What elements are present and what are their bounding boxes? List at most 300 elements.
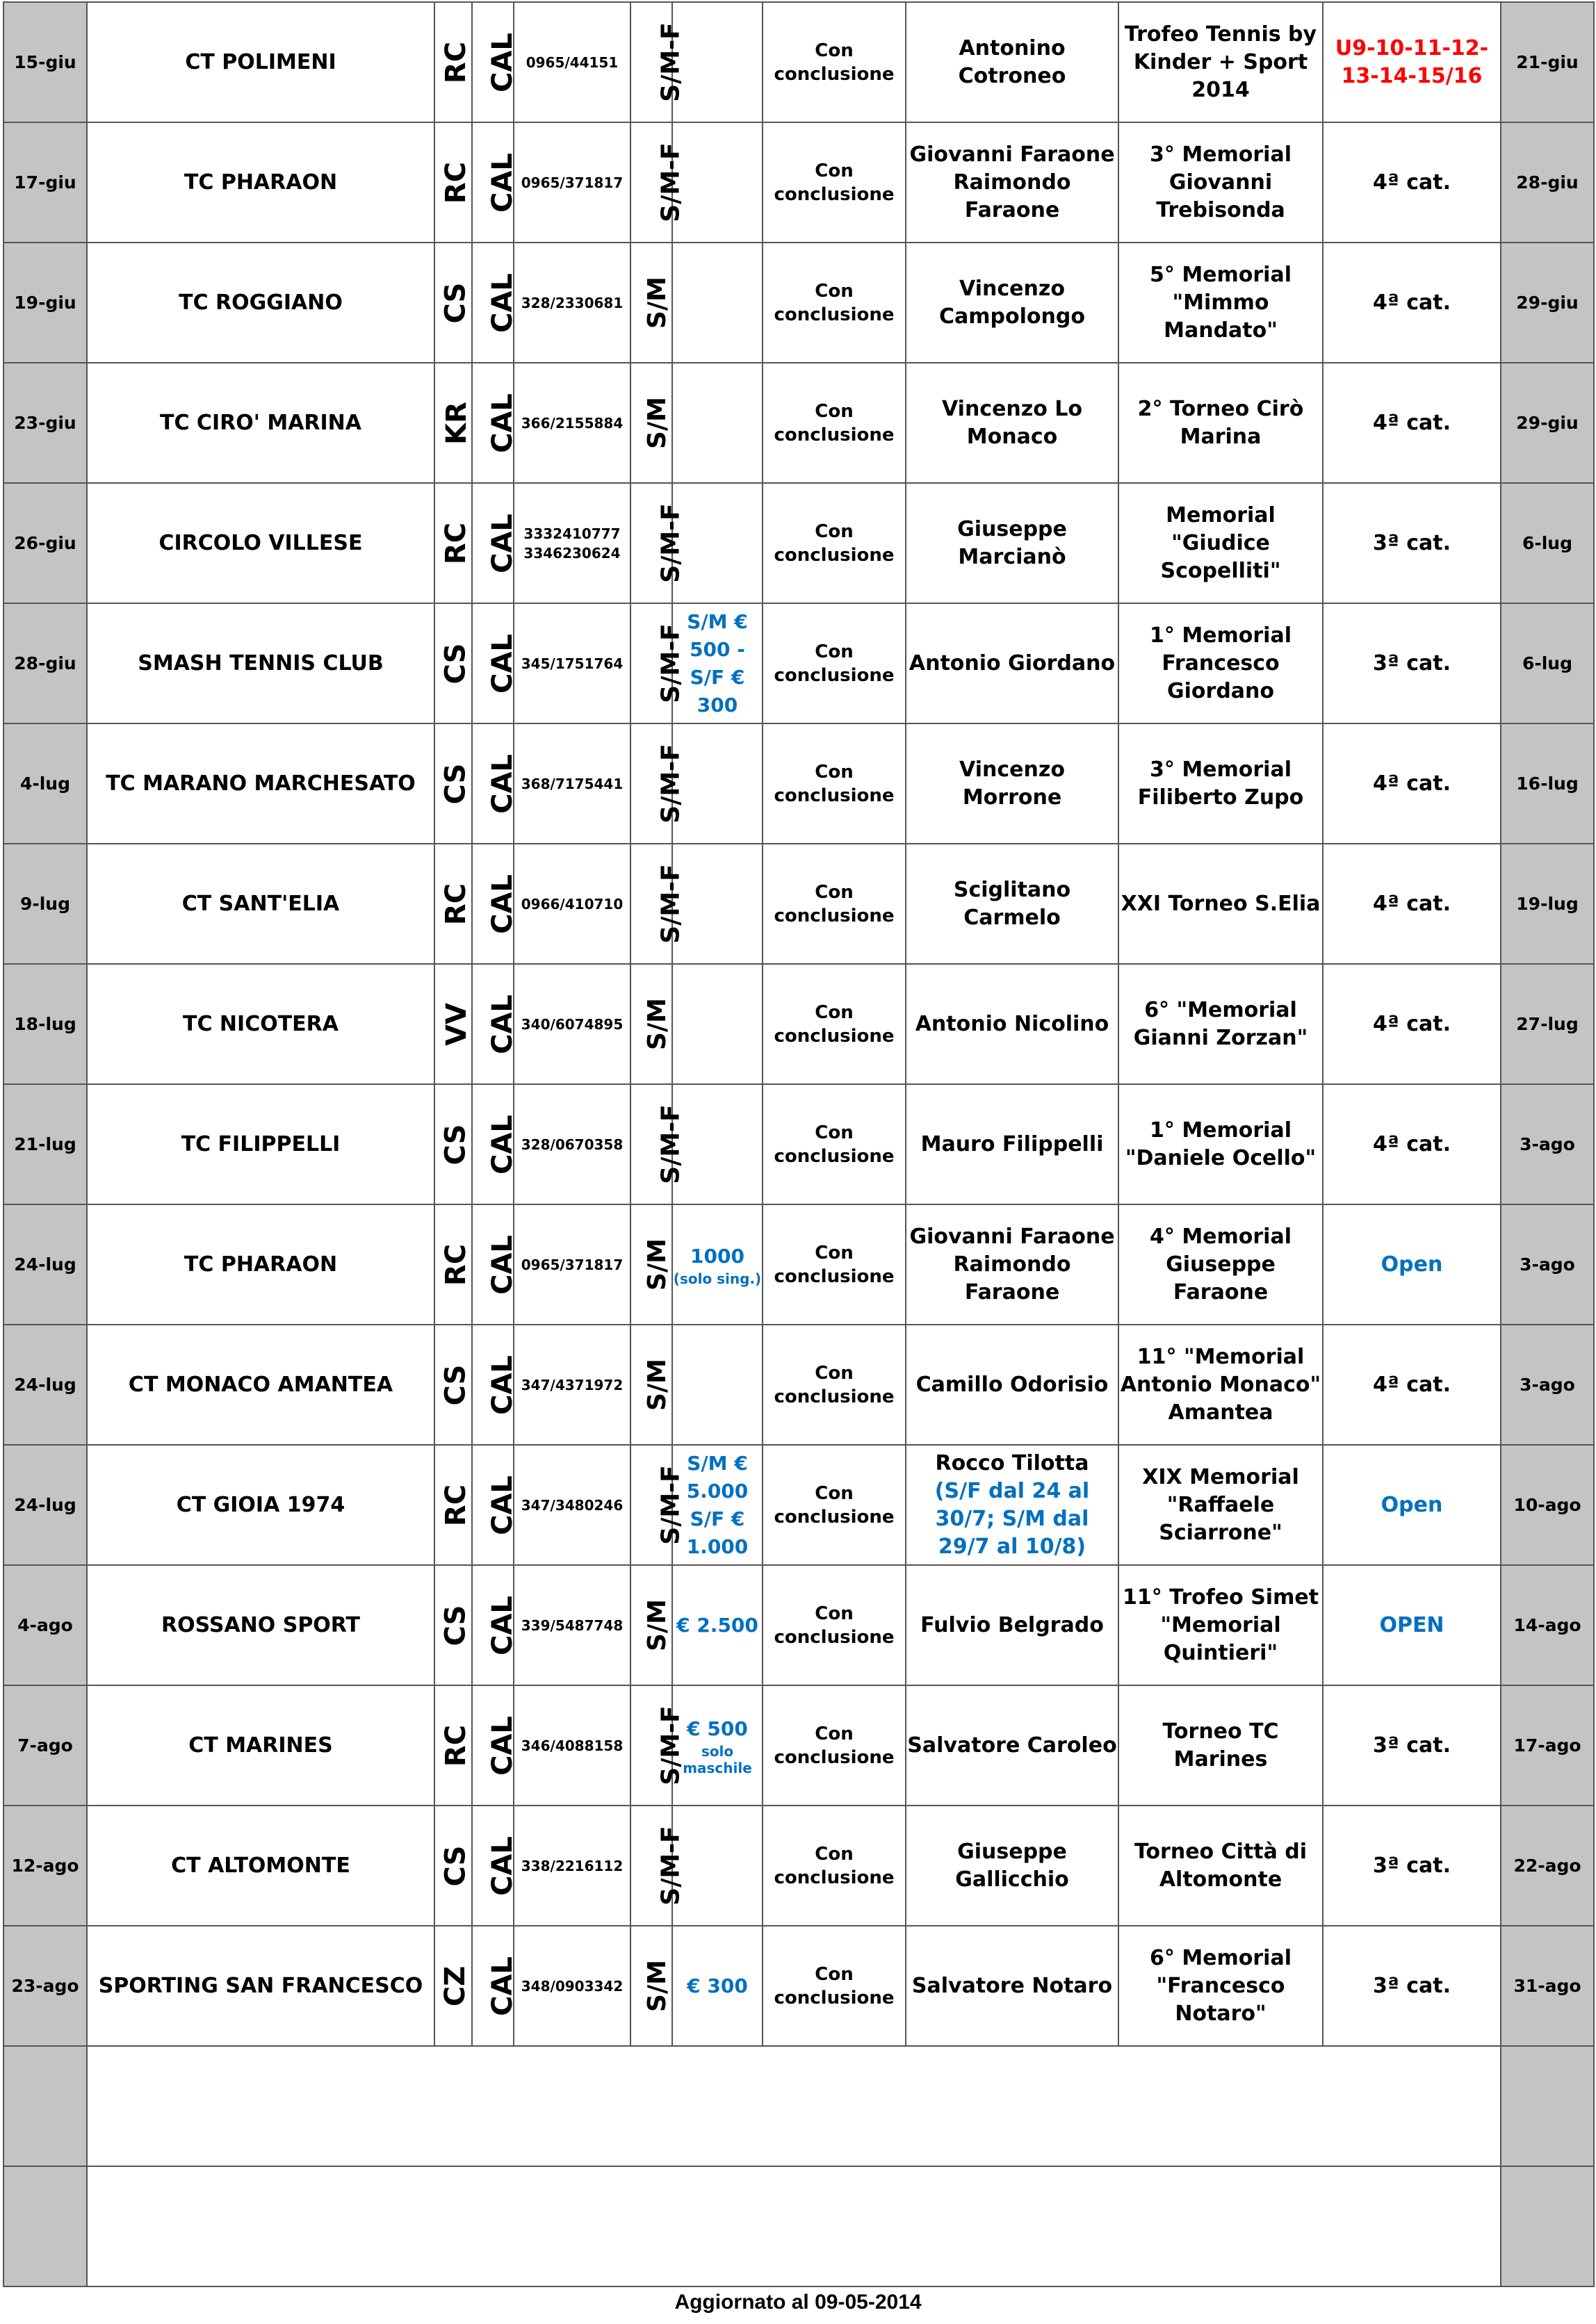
prize-money bbox=[672, 483, 763, 603]
start-date: 9-lug bbox=[3, 844, 87, 964]
conclusion-type: Con conclusione bbox=[763, 122, 906, 243]
province-text: CS bbox=[439, 282, 472, 323]
prize-money bbox=[672, 1926, 763, 2046]
empty-cell bbox=[87, 2166, 1501, 2286]
conclusion-type: Con conclusione bbox=[763, 1325, 906, 1445]
province bbox=[434, 723, 472, 844]
tournament-title: 6° Memorial "Francesco Notaro" bbox=[1118, 1926, 1323, 2046]
region-text: CAL bbox=[486, 1595, 519, 1655]
tournament-title: XXI Torneo S.Elia bbox=[1118, 844, 1323, 964]
referee bbox=[906, 1325, 1118, 1445]
region bbox=[472, 1204, 519, 1325]
club-name: TC MARANO MARCHESATO bbox=[87, 723, 434, 844]
province-text: CS bbox=[439, 1605, 472, 1646]
referee-name: Vincenzo Lo Monaco bbox=[941, 396, 1083, 449]
referee-name: Vincenzo Morrone bbox=[959, 757, 1065, 810]
tournament-title: 6° "Memorial Gianni Zorzan" bbox=[1118, 964, 1323, 1084]
gender-category-text: S/M-F bbox=[656, 1826, 685, 1906]
prize-money bbox=[672, 964, 763, 1084]
province-text: RC bbox=[440, 883, 473, 925]
region bbox=[472, 1685, 519, 1806]
gender-category bbox=[630, 1445, 685, 1565]
gender-category bbox=[630, 603, 685, 723]
table-row bbox=[3, 1084, 1594, 1204]
prize-money bbox=[672, 363, 763, 483]
prize-amount: € 300 bbox=[687, 1974, 748, 1997]
referee bbox=[906, 1926, 1118, 2046]
start-date: 28-giu bbox=[3, 603, 87, 723]
table-row bbox=[3, 243, 1594, 363]
club-name: CT GIOIA 1974 bbox=[87, 1445, 434, 1565]
gender-category-text: S/M bbox=[642, 397, 671, 449]
region-text: CAL bbox=[486, 633, 519, 694]
region bbox=[472, 1445, 519, 1565]
gender-category bbox=[630, 1806, 685, 1926]
end-date: 14-ago bbox=[1501, 1565, 1594, 1685]
referee-name: Rocco Tilotta bbox=[935, 1450, 1089, 1475]
end-date: 16-lug bbox=[1501, 723, 1594, 844]
region bbox=[472, 603, 519, 723]
prize-money bbox=[672, 844, 763, 964]
referee bbox=[906, 1806, 1118, 1926]
club-name: TC ROGGIANO bbox=[87, 243, 434, 363]
region bbox=[472, 1926, 519, 2046]
phone-number: 347/3480246 bbox=[514, 1445, 630, 1565]
province bbox=[434, 2, 472, 122]
phone-number: 338/2216112 bbox=[514, 1806, 630, 1926]
club-name: TC NICOTERA bbox=[87, 964, 434, 1084]
club-name: CIRCOLO VILLESE bbox=[87, 483, 434, 603]
province-text: CS bbox=[439, 1364, 472, 1405]
prize-money bbox=[672, 2, 763, 122]
province bbox=[434, 1806, 472, 1926]
end-date: 31-ago bbox=[1501, 1926, 1594, 2046]
province bbox=[434, 363, 472, 483]
province-text: CS bbox=[439, 1845, 472, 1886]
tournament-title: 3° Memorial Filiberto Zupo bbox=[1118, 723, 1323, 844]
region bbox=[472, 483, 519, 603]
phone-number: 0966/410710 bbox=[514, 844, 630, 964]
gender-category-text: S/M bbox=[642, 1238, 671, 1291]
club-name: TC FILIPPELLI bbox=[87, 1084, 434, 1204]
province-text: CS bbox=[439, 763, 472, 804]
end-date: 29-giu bbox=[1501, 363, 1594, 483]
category: Open bbox=[1323, 1445, 1501, 1565]
province-text: CS bbox=[439, 1124, 472, 1165]
province-text: RC bbox=[440, 161, 473, 204]
referee-name: Camillo Odorisio bbox=[915, 1372, 1109, 1397]
end-date: 3-ago bbox=[1501, 1084, 1594, 1204]
region bbox=[472, 844, 519, 964]
start-date: 24-lug bbox=[3, 1204, 87, 1325]
category: 3ª cat. bbox=[1323, 1685, 1501, 1806]
gender-category bbox=[630, 964, 672, 1084]
gender-category bbox=[630, 363, 672, 483]
region-text: CAL bbox=[486, 874, 519, 934]
region-text: CAL bbox=[486, 393, 519, 453]
end-date: 19-lug bbox=[1501, 844, 1594, 964]
gender-category-text: S/M bbox=[642, 1359, 671, 1411]
conclusion-type: Con conclusione bbox=[763, 363, 906, 483]
region-text: CAL bbox=[486, 1234, 519, 1295]
club-name: SMASH TENNIS CLUB bbox=[87, 603, 434, 723]
start-date: 7-ago bbox=[3, 1685, 87, 1806]
empty-cell-end bbox=[1501, 2046, 1594, 2166]
referee-name: Fulvio Belgrado bbox=[920, 1612, 1104, 1637]
category: 3ª cat. bbox=[1323, 483, 1501, 603]
referee-name: Antonio Giordano bbox=[909, 650, 1116, 676]
province-text: RC bbox=[440, 1243, 473, 1286]
province bbox=[434, 1926, 472, 2046]
referee bbox=[906, 964, 1118, 1084]
conclusion-type: Con conclusione bbox=[763, 1565, 906, 1685]
region bbox=[472, 1325, 519, 1445]
table-row bbox=[3, 964, 1594, 1084]
table-row bbox=[3, 1806, 1594, 1926]
province-text: VV bbox=[440, 1002, 473, 1046]
start-date: 15-giu bbox=[3, 2, 87, 122]
province bbox=[434, 483, 472, 603]
start-date: 24-lug bbox=[3, 1325, 87, 1445]
table-row bbox=[3, 363, 1594, 483]
region bbox=[472, 122, 519, 243]
table-row bbox=[3, 603, 1594, 723]
phone-number: 368/7175441 bbox=[514, 723, 630, 844]
tournament-title: Trofeo Tennis by Kinder + Sport 2014 bbox=[1118, 2, 1323, 122]
category: 4ª cat. bbox=[1323, 122, 1501, 243]
gender-category bbox=[630, 2, 685, 122]
tournament-calendar-table bbox=[3, 1, 1595, 2287]
tournament-title: 1° Memorial Francesco Giordano bbox=[1118, 603, 1323, 723]
club-name: CT SANT'ELIA bbox=[87, 844, 434, 964]
region-text: CAL bbox=[486, 1475, 519, 1535]
phone-number: 0965/371817 bbox=[514, 122, 630, 243]
table-row bbox=[3, 1325, 1594, 1445]
tournament-title: 5° Memorial "Mimmo Mandato" bbox=[1118, 243, 1323, 363]
empty-cell-date bbox=[3, 2046, 87, 2166]
referee-note: (S/F dal 24 al 30/7; S/M dal 29/7 al 10/8) bbox=[934, 1478, 1090, 1559]
phone-number: 339/5487748 bbox=[514, 1565, 630, 1685]
gender-category bbox=[630, 483, 685, 603]
prize-money bbox=[672, 1204, 763, 1325]
club-name: SPORTING SAN FRANCESCO bbox=[87, 1926, 434, 2046]
province bbox=[434, 1084, 472, 1204]
gender-category-text: S/M-F bbox=[656, 623, 685, 703]
prize-money bbox=[672, 1806, 763, 1926]
start-date: 12-ago bbox=[3, 1806, 87, 1926]
empty-rows bbox=[3, 2046, 1594, 2286]
phone-number: 348/0903342 bbox=[514, 1926, 630, 2046]
tournament-title: Torneo TC Marines bbox=[1118, 1685, 1323, 1806]
referee bbox=[906, 1685, 1118, 1806]
province bbox=[434, 1204, 472, 1325]
province-text: RC bbox=[440, 1484, 473, 1526]
end-date: 3-ago bbox=[1501, 1325, 1594, 1445]
conclusion-type: Con conclusione bbox=[763, 243, 906, 363]
gender-category-text: S/M-F bbox=[656, 744, 685, 824]
province bbox=[434, 964, 472, 1084]
category: 3ª cat. bbox=[1323, 1806, 1501, 1926]
category: OPEN bbox=[1323, 1565, 1501, 1685]
club-name: CT MARINES bbox=[87, 1685, 434, 1806]
conclusion-type: Con conclusione bbox=[763, 1806, 906, 1926]
gender-category bbox=[630, 1926, 672, 2046]
region bbox=[472, 1806, 519, 1926]
prize-note: solo maschile bbox=[683, 1742, 752, 1776]
region-text: CAL bbox=[486, 1956, 519, 2016]
gender-category-text: S/M-F bbox=[656, 1104, 685, 1184]
region bbox=[472, 964, 519, 1084]
end-date: 22-ago bbox=[1501, 1806, 1594, 1926]
prize-money bbox=[672, 243, 763, 363]
end-date: 29-giu bbox=[1501, 243, 1594, 363]
table-row bbox=[3, 2, 1594, 122]
referee bbox=[906, 1204, 1118, 1325]
tournament-title: Memorial "Giudice Scopelliti" bbox=[1118, 483, 1323, 603]
referee bbox=[906, 122, 1118, 243]
end-date: 3-ago bbox=[1501, 1204, 1594, 1325]
prize-amount: 1000 bbox=[690, 1244, 744, 1268]
category: U9-10-11-12-13-14-15/16 bbox=[1323, 2, 1501, 122]
region-text: CAL bbox=[486, 152, 519, 213]
referee bbox=[906, 2, 1118, 122]
category: 4ª cat. bbox=[1323, 1325, 1501, 1445]
prize-money bbox=[672, 1685, 763, 1806]
phone-number: 0965/371817 bbox=[514, 1204, 630, 1325]
table-row bbox=[3, 844, 1594, 964]
start-date: 17-giu bbox=[3, 122, 87, 243]
tournament-title: Torneo Città di Altomonte bbox=[1118, 1806, 1323, 1926]
region-text: CAL bbox=[486, 1355, 519, 1415]
gender-category bbox=[630, 1685, 685, 1806]
end-date: 6-lug bbox=[1501, 603, 1594, 723]
conclusion-type: Con conclusione bbox=[763, 603, 906, 723]
category: 4ª cat. bbox=[1323, 723, 1501, 844]
club-name: CT POLIMENI bbox=[87, 2, 434, 122]
gender-category-text: S/M-F bbox=[656, 22, 685, 102]
prize-money bbox=[672, 122, 763, 243]
phone-number: 340/6074895 bbox=[514, 964, 630, 1084]
empty-cell-end bbox=[1501, 2166, 1594, 2286]
referee-name: Giuseppe Marcianò bbox=[957, 516, 1067, 569]
gender-category bbox=[630, 243, 672, 363]
start-date: 4-lug bbox=[3, 723, 87, 844]
start-date: 24-lug bbox=[3, 1445, 87, 1565]
gender-category-text: S/M bbox=[642, 1960, 671, 2012]
conclusion-type: Con conclusione bbox=[763, 1445, 906, 1565]
region-text: CAL bbox=[486, 1114, 519, 1175]
region-text: CAL bbox=[486, 753, 519, 814]
gender-category-text: S/M bbox=[642, 277, 671, 329]
club-name: CT MONACO AMANTEA bbox=[87, 1325, 434, 1445]
referee-name: Salvatore Notaro bbox=[911, 1973, 1113, 1998]
province-text: CS bbox=[439, 643, 472, 684]
conclusion-type: Con conclusione bbox=[763, 483, 906, 603]
conclusion-type: Con conclusione bbox=[763, 1204, 906, 1325]
end-date: 10-ago bbox=[1501, 1445, 1594, 1565]
referee-name: Giovanni Faraone Raimondo Faraone bbox=[909, 142, 1115, 222]
table-row-empty bbox=[3, 2166, 1594, 2286]
start-date: 21-lug bbox=[3, 1084, 87, 1204]
referee-name: Antonio Nicolino bbox=[915, 1011, 1109, 1036]
gender-category bbox=[630, 1565, 672, 1685]
gender-category-text: S/M bbox=[642, 1599, 671, 1651]
referee-name: Sciglitano Carmelo bbox=[953, 877, 1071, 930]
table-row bbox=[3, 1445, 1594, 1565]
category: 4ª cat. bbox=[1323, 1084, 1501, 1204]
start-date: 23-giu bbox=[3, 363, 87, 483]
last-updated-footer: Aggiornato al 09-05-2014 bbox=[674, 2291, 922, 2314]
province bbox=[434, 1325, 472, 1445]
category: 4ª cat. bbox=[1323, 363, 1501, 483]
table-body bbox=[3, 2, 1594, 2046]
referee bbox=[906, 1445, 1118, 1565]
club-name: TC PHARAON bbox=[87, 1204, 434, 1325]
referee bbox=[906, 483, 1118, 603]
prize-money bbox=[672, 1565, 763, 1685]
province-text: RC bbox=[440, 1724, 473, 1767]
referee-name: Antonino Cotroneo bbox=[958, 35, 1066, 88]
province bbox=[434, 1445, 472, 1565]
start-date: 4-ago bbox=[3, 1565, 87, 1685]
conclusion-type: Con conclusione bbox=[763, 1084, 906, 1204]
prize-amount: S/M € 5.000 S/F € 1.000 bbox=[686, 1451, 749, 1558]
end-date: 28-giu bbox=[1501, 122, 1594, 243]
prize-amount: S/M € 500 - S/F € 300 bbox=[687, 609, 748, 717]
referee-name: Mauro Filippelli bbox=[920, 1131, 1104, 1156]
conclusion-type: Con conclusione bbox=[763, 964, 906, 1084]
club-name: TC CIRO' MARINA bbox=[87, 363, 434, 483]
gender-category bbox=[630, 844, 685, 964]
prize-money bbox=[672, 723, 763, 844]
tournament-title: 4° Memorial Giuseppe Faraone bbox=[1118, 1204, 1323, 1325]
prize-amount: € 500 bbox=[687, 1717, 748, 1740]
conclusion-type: Con conclusione bbox=[763, 1685, 906, 1806]
referee bbox=[906, 723, 1118, 844]
phone-number: 0965/44151 bbox=[514, 2, 630, 122]
prize-money bbox=[672, 1084, 763, 1204]
prize-money bbox=[672, 1445, 763, 1565]
club-name: CT ALTOMONTE bbox=[87, 1806, 434, 1926]
tournament-title: 2° Torneo Cirò Marina bbox=[1118, 363, 1323, 483]
gender-category bbox=[630, 1325, 672, 1445]
phone-number: 366/2155884 bbox=[514, 363, 630, 483]
start-date: 26-giu bbox=[3, 483, 87, 603]
category: 3ª cat. bbox=[1323, 1926, 1501, 2046]
phone-number: 328/0670358 bbox=[514, 1084, 630, 1204]
referee bbox=[906, 844, 1118, 964]
club-name: TC PHARAON bbox=[87, 122, 434, 243]
category: Open bbox=[1323, 1204, 1501, 1325]
gender-category-text: S/M-F bbox=[656, 1465, 685, 1545]
conclusion-type: Con conclusione bbox=[763, 723, 906, 844]
table-row bbox=[3, 1204, 1594, 1325]
category: 4ª cat. bbox=[1323, 844, 1501, 964]
province bbox=[434, 122, 472, 243]
conclusion-type: Con conclusione bbox=[763, 2, 906, 122]
tournament-title: 11° "Memorial Antonio Monaco" Amantea bbox=[1118, 1325, 1323, 1445]
referee bbox=[906, 363, 1118, 483]
empty-cell-date bbox=[3, 2166, 87, 2286]
region-text: CAL bbox=[486, 1835, 519, 1896]
category: 4ª cat. bbox=[1323, 964, 1501, 1084]
gender-category bbox=[630, 723, 685, 844]
province bbox=[434, 1685, 472, 1806]
phone-number: 3332410777 3346230624 bbox=[514, 483, 630, 603]
region bbox=[472, 1084, 519, 1204]
province bbox=[434, 243, 472, 363]
conclusion-type: Con conclusione bbox=[763, 844, 906, 964]
prize-money bbox=[672, 1325, 763, 1445]
tournament-title: 11° Trofeo Simet "Memorial Quintieri" bbox=[1118, 1565, 1323, 1685]
province bbox=[434, 1565, 472, 1685]
table-row bbox=[3, 122, 1594, 243]
phone-number: 347/4371972 bbox=[514, 1325, 630, 1445]
gender-category-text: S/M bbox=[642, 998, 671, 1050]
referee-name: Salvatore Caroleo bbox=[907, 1733, 1117, 1758]
gender-category bbox=[630, 1204, 672, 1325]
table-row bbox=[3, 723, 1594, 844]
province-text: RC bbox=[440, 41, 473, 83]
referee-name: Vincenzo Campolongo bbox=[939, 276, 1085, 329]
region-text: CAL bbox=[486, 272, 519, 333]
conclusion-type: Con conclusione bbox=[763, 1926, 906, 2046]
province-text: CZ bbox=[439, 1965, 472, 2006]
gender-category-text: S/M-F bbox=[656, 1705, 685, 1785]
table-row bbox=[3, 1565, 1594, 1685]
region-text: CAL bbox=[486, 513, 519, 573]
club-name: ROSSANO SPORT bbox=[87, 1565, 434, 1685]
referee bbox=[906, 603, 1118, 723]
empty-cell bbox=[87, 2046, 1501, 2166]
region bbox=[472, 363, 519, 483]
region-text: CAL bbox=[486, 994, 519, 1054]
tournament-title: 1° Memorial "Daniele Ocello" bbox=[1118, 1084, 1323, 1204]
phone-number: 328/2330681 bbox=[514, 243, 630, 363]
region bbox=[472, 2, 519, 122]
gender-category-text: S/M-F bbox=[656, 503, 685, 583]
end-date: 27-lug bbox=[1501, 964, 1594, 1084]
prize-money bbox=[672, 603, 763, 723]
end-date: 21-giu bbox=[1501, 2, 1594, 122]
phone-number: 346/4088158 bbox=[514, 1685, 630, 1806]
region-text: CAL bbox=[486, 32, 519, 92]
referee bbox=[906, 1084, 1118, 1204]
referee-name: Giovanni Faraone Raimondo Faraone bbox=[909, 1224, 1115, 1304]
gender-category-text: S/M-F bbox=[656, 142, 685, 222]
tournament-title: XIX Memorial "Raffaele Sciarrone" bbox=[1118, 1445, 1323, 1565]
prize-note: (solo sing.) bbox=[673, 1270, 762, 1287]
table-row-empty bbox=[3, 2046, 1594, 2166]
phone-number: 345/1751764 bbox=[514, 603, 630, 723]
province bbox=[434, 603, 472, 723]
province bbox=[434, 844, 472, 964]
category: 3ª cat. bbox=[1323, 603, 1501, 723]
region bbox=[472, 723, 519, 844]
table-row bbox=[3, 1685, 1594, 1806]
province-text: RC bbox=[440, 522, 473, 564]
category: 4ª cat. bbox=[1323, 243, 1501, 363]
region bbox=[472, 243, 519, 363]
province-text: KR bbox=[440, 401, 473, 445]
referee-name: Giuseppe Gallicchio bbox=[955, 1839, 1069, 1892]
prize-amount: € 2.500 bbox=[676, 1613, 758, 1637]
referee bbox=[906, 1565, 1118, 1685]
end-date: 17-ago bbox=[1501, 1685, 1594, 1806]
referee bbox=[906, 243, 1118, 363]
region-text: CAL bbox=[486, 1715, 519, 1776]
start-date: 18-lug bbox=[3, 964, 87, 1084]
